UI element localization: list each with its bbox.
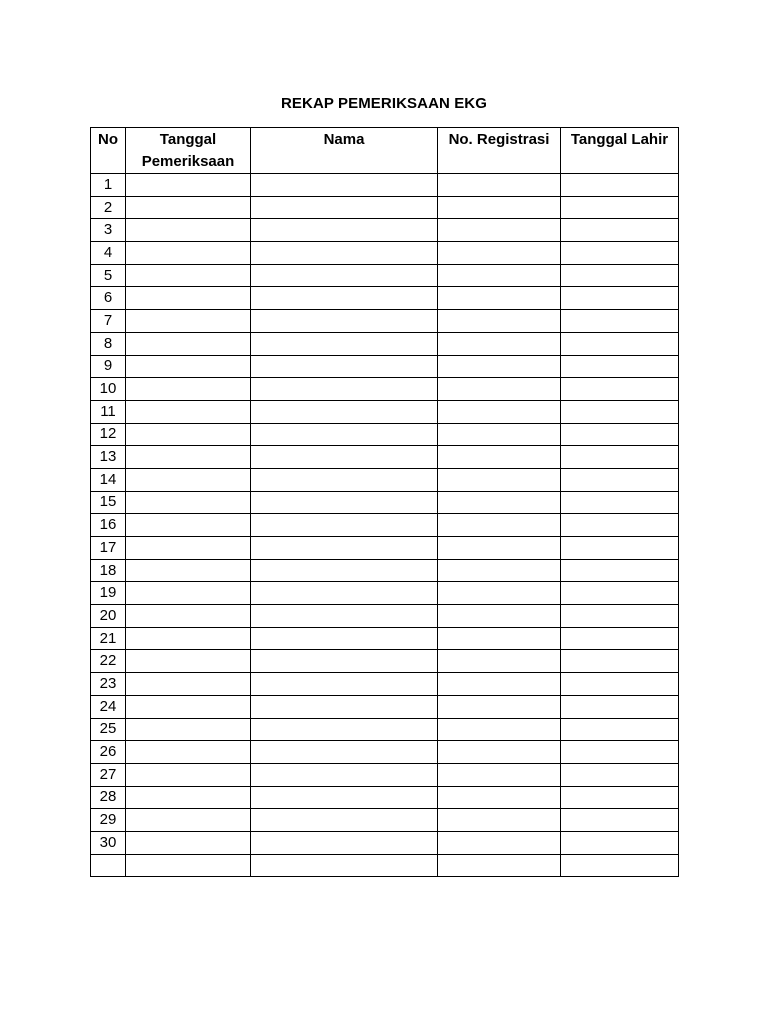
row-number-cell: 27 (91, 763, 126, 786)
header-no-registrasi: No. Registrasi (438, 128, 561, 174)
row-number-cell: 20 (91, 605, 126, 628)
nama-cell[interactable] (251, 310, 438, 333)
tanggal-lahir-cell[interactable] (561, 355, 679, 378)
header-tanggal-lahir: Tanggal Lahir (561, 128, 679, 174)
tanggal-lahir-cell[interactable] (561, 559, 679, 582)
no-registrasi-cell[interactable] (438, 446, 561, 469)
recap-table (90, 127, 679, 877)
nama-cell[interactable] (251, 400, 438, 423)
nama-cell[interactable] (251, 605, 438, 628)
row-number-cell: 3 (91, 219, 126, 242)
tanggal-lahir-cell[interactable] (561, 219, 679, 242)
no-registrasi-cell[interactable] (438, 491, 561, 514)
tanggal-lahir-cell[interactable] (561, 627, 679, 650)
tanggal-lahir-cell[interactable] (561, 582, 679, 605)
tanggal-pemeriksaan-cell[interactable] (126, 423, 251, 446)
no-registrasi-cell[interactable] (438, 695, 561, 718)
row-number-cell: 16 (91, 514, 126, 537)
row-number-cell: 26 (91, 741, 126, 764)
no-registrasi-cell[interactable] (438, 242, 561, 265)
tanggal-lahir-cell[interactable] (561, 514, 679, 537)
row-number-cell: 30 (91, 831, 126, 854)
table-row (91, 514, 679, 537)
row-number-cell: 13 (91, 446, 126, 469)
table-row (91, 491, 679, 514)
nama-cell[interactable] (251, 854, 438, 877)
no-registrasi-cell[interactable] (438, 673, 561, 696)
no-registrasi-cell[interactable] (438, 741, 561, 764)
tanggal-pemeriksaan-cell[interactable] (126, 763, 251, 786)
row-number-cell (91, 854, 126, 877)
nama-cell[interactable] (251, 537, 438, 560)
header-nama: Nama (251, 128, 438, 174)
no-registrasi-cell[interactable] (438, 582, 561, 605)
table-row (91, 627, 679, 650)
row-number-cell: 5 (91, 264, 126, 287)
row-number-cell: 11 (91, 400, 126, 423)
tanggal-lahir-cell[interactable] (561, 537, 679, 560)
tanggal-pemeriksaan-cell[interactable] (126, 650, 251, 673)
table-row (91, 650, 679, 673)
table-row (91, 786, 679, 809)
table-row (91, 332, 679, 355)
table-row (91, 809, 679, 832)
nama-cell[interactable] (251, 446, 438, 469)
tanggal-lahir-cell[interactable] (561, 378, 679, 401)
table-row (91, 763, 679, 786)
nama-cell[interactable] (251, 332, 438, 355)
nama-cell[interactable] (251, 174, 438, 197)
tanggal-pemeriksaan-cell[interactable] (126, 854, 251, 877)
tanggal-lahir-cell[interactable] (561, 468, 679, 491)
row-number-cell: 1 (91, 174, 126, 197)
table-body (91, 174, 679, 877)
tanggal-pemeriksaan-cell[interactable] (126, 332, 251, 355)
nama-cell[interactable] (251, 514, 438, 537)
nama-cell[interactable] (251, 242, 438, 265)
tanggal-pemeriksaan-cell[interactable] (126, 446, 251, 469)
nama-cell[interactable] (251, 264, 438, 287)
no-registrasi-cell[interactable] (438, 196, 561, 219)
tanggal-lahir-cell[interactable] (561, 763, 679, 786)
tanggal-pemeriksaan-cell[interactable] (126, 559, 251, 582)
table-row (91, 695, 679, 718)
no-registrasi-cell[interactable] (438, 537, 561, 560)
table-row (91, 741, 679, 764)
no-registrasi-cell[interactable] (438, 219, 561, 242)
row-number-cell: 21 (91, 627, 126, 650)
nama-cell[interactable] (251, 468, 438, 491)
row-number-cell: 29 (91, 809, 126, 832)
tanggal-lahir-cell[interactable] (561, 786, 679, 809)
nama-cell[interactable] (251, 355, 438, 378)
table-row (91, 355, 679, 378)
no-registrasi-cell[interactable] (438, 718, 561, 741)
tanggal-pemeriksaan-cell[interactable] (126, 514, 251, 537)
tanggal-lahir-cell[interactable] (561, 605, 679, 628)
table-row (91, 219, 679, 242)
no-registrasi-cell[interactable] (438, 627, 561, 650)
tanggal-lahir-cell[interactable] (561, 854, 679, 877)
table-row (91, 242, 679, 265)
nama-cell[interactable] (251, 786, 438, 809)
tanggal-pemeriksaan-cell[interactable] (126, 741, 251, 764)
table-row (91, 287, 679, 310)
row-number-cell: 18 (91, 559, 126, 582)
tanggal-pemeriksaan-cell[interactable] (126, 491, 251, 514)
tanggal-pemeriksaan-cell[interactable] (126, 468, 251, 491)
no-registrasi-cell[interactable] (438, 809, 561, 832)
row-number-cell: 28 (91, 786, 126, 809)
tanggal-lahir-cell[interactable] (561, 332, 679, 355)
table-row (91, 537, 679, 560)
tanggal-lahir-cell[interactable] (561, 446, 679, 469)
tanggal-pemeriksaan-cell[interactable] (126, 831, 251, 854)
table-row (91, 378, 679, 401)
no-registrasi-cell[interactable] (438, 605, 561, 628)
no-registrasi-cell[interactable] (438, 378, 561, 401)
header-no: No (91, 128, 126, 174)
tanggal-lahir-cell[interactable] (561, 310, 679, 333)
nama-cell[interactable] (251, 491, 438, 514)
tanggal-pemeriksaan-cell[interactable] (126, 355, 251, 378)
nama-cell[interactable] (251, 219, 438, 242)
nama-cell[interactable] (251, 831, 438, 854)
no-registrasi-cell[interactable] (438, 400, 561, 423)
no-registrasi-cell[interactable] (438, 831, 561, 854)
table-row (91, 718, 679, 741)
tanggal-pemeriksaan-cell[interactable] (126, 695, 251, 718)
row-number-cell: 8 (91, 332, 126, 355)
table-row (91, 196, 679, 219)
row-number-cell: 10 (91, 378, 126, 401)
tanggal-lahir-cell[interactable] (561, 423, 679, 446)
row-number-cell: 17 (91, 537, 126, 560)
row-number-cell: 2 (91, 196, 126, 219)
nama-cell[interactable] (251, 582, 438, 605)
tanggal-pemeriksaan-cell[interactable] (126, 264, 251, 287)
row-number-cell: 6 (91, 287, 126, 310)
table-row (91, 673, 679, 696)
tanggal-lahir-cell[interactable] (561, 741, 679, 764)
table-row (91, 310, 679, 333)
row-number-cell: 7 (91, 310, 126, 333)
table-row (91, 582, 679, 605)
tanggal-lahir-cell[interactable] (561, 718, 679, 741)
no-registrasi-cell[interactable] (438, 423, 561, 446)
no-registrasi-cell[interactable] (438, 514, 561, 537)
tanggal-lahir-cell[interactable] (561, 831, 679, 854)
row-number-cell: 22 (91, 650, 126, 673)
row-number-cell: 25 (91, 718, 126, 741)
nama-cell[interactable] (251, 718, 438, 741)
tanggal-pemeriksaan-cell[interactable] (126, 673, 251, 696)
no-registrasi-cell[interactable] (438, 332, 561, 355)
table-row (91, 446, 679, 469)
nama-cell[interactable] (251, 741, 438, 764)
table-row (91, 264, 679, 287)
tanggal-pemeriksaan-cell[interactable] (126, 174, 251, 197)
tanggal-lahir-cell[interactable] (561, 174, 679, 197)
tanggal-lahir-cell[interactable] (561, 264, 679, 287)
row-number-cell: 4 (91, 242, 126, 265)
row-number-cell: 12 (91, 423, 126, 446)
nama-cell[interactable] (251, 695, 438, 718)
nama-cell[interactable] (251, 673, 438, 696)
no-registrasi-cell[interactable] (438, 287, 561, 310)
no-registrasi-cell[interactable] (438, 763, 561, 786)
tanggal-pemeriksaan-cell[interactable] (126, 786, 251, 809)
no-registrasi-cell[interactable] (438, 355, 561, 378)
tanggal-pemeriksaan-cell[interactable] (126, 219, 251, 242)
tanggal-lahir-cell[interactable] (561, 650, 679, 673)
tanggal-lahir-cell[interactable] (561, 400, 679, 423)
tanggal-lahir-cell[interactable] (561, 695, 679, 718)
tanggal-pemeriksaan-cell[interactable] (126, 627, 251, 650)
tanggal-pemeriksaan-cell[interactable] (126, 242, 251, 265)
table-header-row (91, 128, 679, 174)
table-row (91, 854, 679, 877)
table-row (91, 400, 679, 423)
table-row (91, 559, 679, 582)
no-registrasi-cell[interactable] (438, 174, 561, 197)
tanggal-pemeriksaan-cell[interactable] (126, 196, 251, 219)
tanggal-lahir-cell[interactable] (561, 491, 679, 514)
nama-cell[interactable] (251, 423, 438, 446)
row-number-cell: 9 (91, 355, 126, 378)
tanggal-lahir-cell[interactable] (561, 673, 679, 696)
tanggal-lahir-cell[interactable] (561, 242, 679, 265)
table-row (91, 605, 679, 628)
nama-cell[interactable] (251, 627, 438, 650)
page-title: REKAP PEMERIKSAAN EKG (280, 95, 488, 112)
nama-cell[interactable] (251, 378, 438, 401)
nama-cell[interactable] (251, 287, 438, 310)
tanggal-pemeriksaan-cell[interactable] (126, 537, 251, 560)
row-number-cell: 24 (91, 695, 126, 718)
nama-cell[interactable] (251, 650, 438, 673)
tanggal-lahir-cell[interactable] (561, 809, 679, 832)
no-registrasi-cell[interactable] (438, 650, 561, 673)
no-registrasi-cell[interactable] (438, 786, 561, 809)
nama-cell[interactable] (251, 809, 438, 832)
nama-cell[interactable] (251, 559, 438, 582)
row-number-cell: 19 (91, 582, 126, 605)
tanggal-lahir-cell[interactable] (561, 287, 679, 310)
nama-cell[interactable] (251, 196, 438, 219)
tanggal-lahir-cell[interactable] (561, 196, 679, 219)
tanggal-pemeriksaan-cell[interactable] (126, 400, 251, 423)
row-number-cell: 23 (91, 673, 126, 696)
no-registrasi-cell[interactable] (438, 559, 561, 582)
nama-cell[interactable] (251, 763, 438, 786)
row-number-cell: 15 (91, 491, 126, 514)
header-tanggal-pemeriksaan: Tanggal Pemeriksaan (126, 128, 251, 174)
tanggal-pemeriksaan-cell[interactable] (126, 809, 251, 832)
tanggal-pemeriksaan-cell[interactable] (126, 582, 251, 605)
tanggal-pemeriksaan-cell[interactable] (126, 310, 251, 333)
tanggal-pemeriksaan-cell[interactable] (126, 287, 251, 310)
no-registrasi-cell[interactable] (438, 310, 561, 333)
table-row (91, 174, 679, 197)
no-registrasi-cell[interactable] (438, 468, 561, 491)
table-row (91, 423, 679, 446)
table-row (91, 468, 679, 491)
tanggal-pemeriksaan-cell[interactable] (126, 378, 251, 401)
row-number-cell: 14 (91, 468, 126, 491)
no-registrasi-cell[interactable] (438, 264, 561, 287)
no-registrasi-cell[interactable] (438, 854, 561, 877)
tanggal-pemeriksaan-cell[interactable] (126, 718, 251, 741)
tanggal-pemeriksaan-cell[interactable] (126, 605, 251, 628)
table-row (91, 831, 679, 854)
